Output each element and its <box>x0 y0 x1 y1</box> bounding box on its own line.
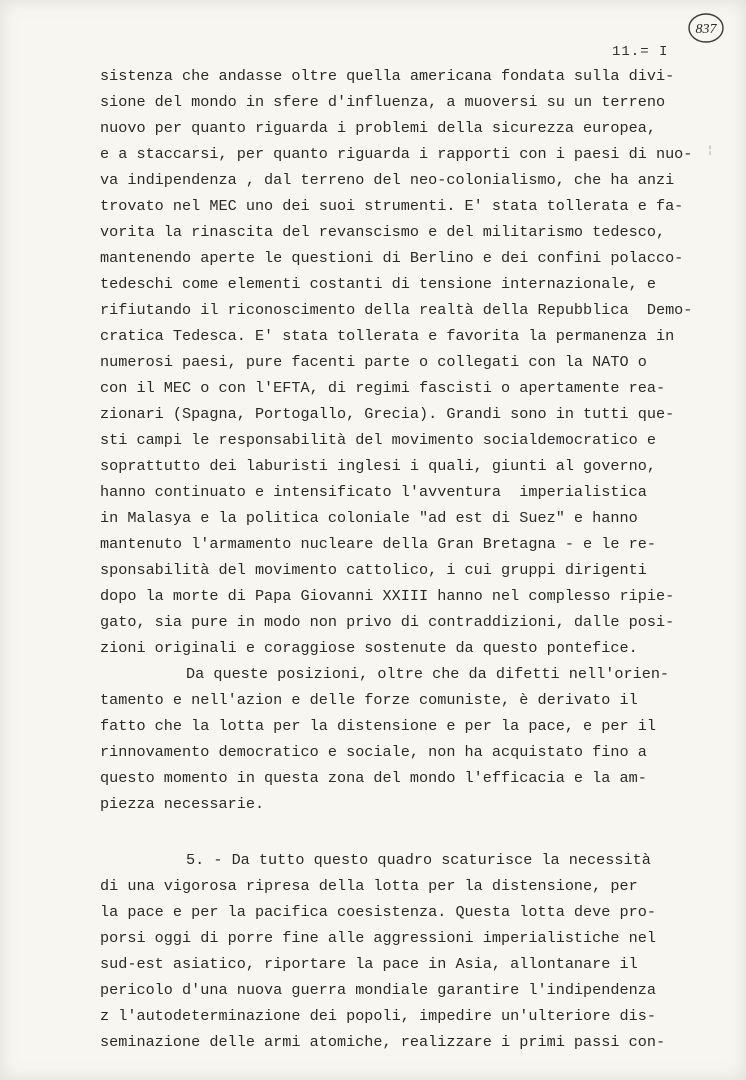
text-line: questo momento in questa zona del mondo l'efficacia e la am- <box>100 769 647 787</box>
text-line: mantenendo aperte le questioni di Berlino e dei confini polacco- <box>100 249 684 267</box>
text-line: sud-est asiatico, riportare la pace in Asia, allontanare il <box>100 955 638 973</box>
text-line: pericolo d'una nuova guerra mondiale garantire l'indipendenza <box>100 981 656 999</box>
text-line: con il MEC o con l'EFTA, di regimi fascisti o apertamente rea- <box>100 379 666 397</box>
text-line: cratica Tedesca. E' stata tollerata e favorita la permanenza in <box>100 327 675 345</box>
text-line: seminazione delle armi atomiche, realizzare i primi passi con- <box>100 1033 666 1051</box>
text-line: tedeschi come elementi costanti di tensione internazionale, e <box>100 275 656 293</box>
text-line: sistenza che andasse oltre quella americana fondata sulla divi- <box>100 67 675 85</box>
text-line: z l'autodeterminazione dei popoli, impedire un'ulteriore dis- <box>100 1007 656 1025</box>
paragraph-start-line: Da queste posizioni, oltre che da difetti nell'orien- <box>186 665 670 683</box>
text-line: e a staccarsi, per quanto riguarda i rapporti con i paesi di nuo- <box>100 145 693 163</box>
text-line: trovato nel MEC uno dei suoi strumenti. E' stata tollerata e fa- <box>100 197 684 215</box>
text-line: sti campi le responsabilità del movimento socialdemocratico e <box>100 431 656 449</box>
text-line: sponsabilità del movimento cattolico, i cui gruppi dirigenti <box>100 561 647 579</box>
text-line: porsi oggi di porre fine alle aggressioni imperialistiche nel <box>100 929 656 947</box>
text-line: nuovo per quanto riguarda i problemi della sicurezza europea, <box>100 119 656 137</box>
text-line: zionari (Spagna, Portogallo, Grecia). Grandi sono in tutti que- <box>100 405 675 423</box>
page-number: 11.= I <box>612 44 669 60</box>
text-line: in Malasya e la politica coloniale "ad est di Suez" e hanno <box>100 509 638 527</box>
margin-mark: ¦ <box>707 146 714 157</box>
text-line: gato, sia pure in modo non privo di contraddizioni, dalle posi- <box>100 613 675 631</box>
text-line: piezza necessarie. <box>100 795 265 813</box>
text-line: rifiutando il riconoscimento della realtà della Repubblica Demo- <box>100 301 693 319</box>
text-line: mantenuto l'armamento nucleare della Gran Bretagna - e le re- <box>100 535 656 553</box>
text-line: zioni originali e coraggiose sostenute da questo pontefice. <box>100 639 638 657</box>
text-line: soprattutto dei laburisti inglesi i quali, giunti al governo, <box>100 457 656 475</box>
text-line: tamento e nell'azion e delle forze comuniste, è derivato il <box>100 691 638 709</box>
text-line: numerosi paesi, pure facenti parte o collegati con la NATO o <box>100 353 647 371</box>
text-line: di una vigorosa ripresa della lotta per la distensione, per <box>100 877 638 895</box>
text-line: la pace e per la pacifica coesistenza. Questa lotta deve pro- <box>100 903 656 921</box>
stamp-number: 837 <box>695 22 717 37</box>
text-line: fatto che la lotta per la distensione e per la pace, e per il <box>100 717 656 735</box>
text-line: dopo la morte di Papa Giovanni XXIII hanno nel complesso ripie- <box>100 587 675 605</box>
text-line: hanno continuato e intensificato l'avventura imperialistica <box>100 483 647 501</box>
text-line: vorita la rinascita del revanscismo e del militarismo tedesco, <box>100 223 666 241</box>
section-5-start-line: 5. - Da tutto questo quadro scaturisce la necessità <box>186 851 651 869</box>
text-line: rinnovamento democratico e sociale, non ha acquistato fino a <box>100 743 647 761</box>
text-line: va indipendenza , dal terreno del neo-colonialismo, che ha anzi <box>100 171 675 189</box>
text-line: sione del mondo in sfere d'influenza, a muoversi su un terreno <box>100 93 666 111</box>
